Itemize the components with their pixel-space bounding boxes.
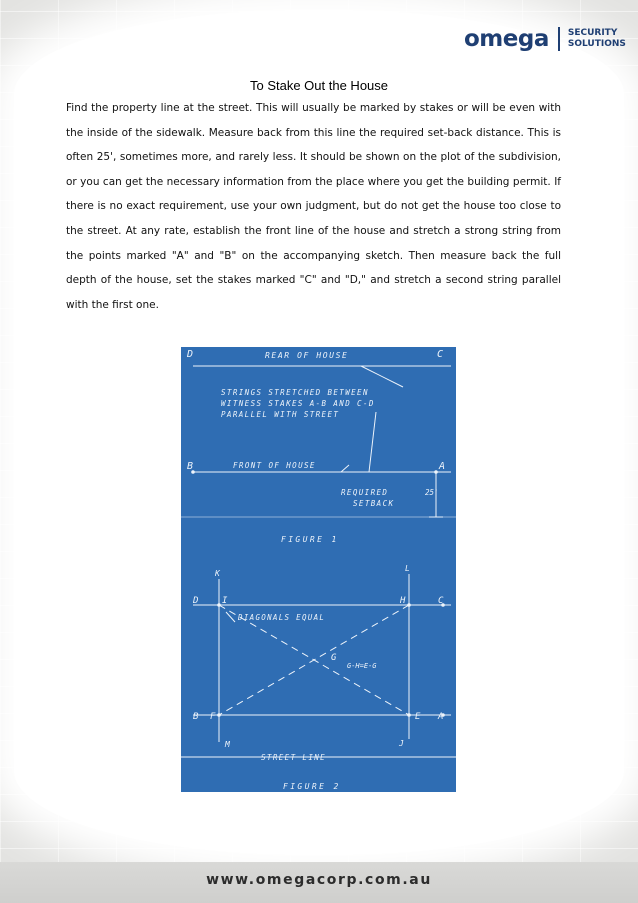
required-setback-line1: REQUIRED bbox=[341, 488, 389, 497]
stake-f-marker bbox=[217, 713, 221, 717]
strings-note-line1: STRINGS STRETCHED BETWEEN bbox=[221, 388, 369, 397]
fig2-label-e: E bbox=[415, 712, 421, 722]
stake-h-marker bbox=[407, 603, 411, 607]
stake-i-marker bbox=[217, 603, 221, 607]
front-leader bbox=[341, 465, 349, 472]
rear-of-house-label: REAR OF HOUSE bbox=[265, 351, 349, 360]
fig2-label-j: J bbox=[399, 739, 404, 748]
strings-note-line3: PARALLEL WITH STREET bbox=[221, 410, 340, 419]
street-line-label: STREET LINE bbox=[261, 753, 327, 762]
fig2-label-h: H bbox=[400, 596, 406, 606]
fig2-label-i: I bbox=[222, 596, 228, 606]
logo-tagline-line1: SECURITY bbox=[567, 28, 618, 38]
strings-note-line2: WITNESS STAKES A-B AND C-D bbox=[221, 399, 375, 408]
rear-leader bbox=[361, 366, 403, 387]
fig2-label-d: D bbox=[193, 596, 199, 606]
fig2-label-b: B bbox=[193, 712, 199, 722]
front-of-house-label: FRONT OF HOUSE bbox=[233, 461, 316, 470]
fig2-label-l: L bbox=[405, 564, 410, 573]
fig2-label-a: A bbox=[438, 712, 444, 722]
setback-dimension-value: 25' bbox=[425, 488, 439, 497]
fig1-label-c: C bbox=[437, 349, 444, 360]
stake-e-marker bbox=[407, 713, 411, 717]
logo-wordmark: omega bbox=[464, 25, 549, 52]
fig2-label-g: G bbox=[331, 653, 337, 663]
omega-logo bbox=[464, 27, 626, 51]
diagonal-equation: G-H=E-G bbox=[347, 662, 377, 670]
fig2-label-c: C bbox=[438, 596, 444, 606]
fig1-label-b: B bbox=[187, 461, 194, 472]
staking-diagram bbox=[181, 347, 456, 792]
fig2-label-m: M bbox=[225, 740, 230, 749]
fig2-label-k: K bbox=[215, 569, 220, 578]
fig1-label-d: D bbox=[187, 349, 194, 360]
logo-divider bbox=[558, 27, 560, 51]
fig2-label-f: F bbox=[210, 712, 216, 722]
footer-url: www.omegacorp.com.au bbox=[206, 872, 432, 888]
stake-a-marker bbox=[434, 470, 438, 474]
logo-tagline bbox=[568, 28, 626, 50]
strings-leader bbox=[369, 412, 376, 472]
blueprint-drawing bbox=[181, 347, 456, 792]
logo-tagline-line2: SOLUTIONS bbox=[567, 39, 626, 49]
required-setback-line2: SETBACK bbox=[353, 499, 395, 508]
fig1-label-a: A bbox=[439, 461, 446, 472]
figure-1-caption: FIGURE 1 bbox=[281, 535, 339, 544]
body-paragraph: Find the property line at the street. This will usually be marked by stakes or will be even with the inside of the sidewalk. Measure back from this line the required set-back distance. This is often 25', sometimes more, and rarely less. It should be shown on the plot of the subdivision, or you can get the necessary information from the place where you get the building permit. If there is no exact requirement, use your own judgment, but do not get the house too close to the street. At any rate, establish the front line of the house and stretch a strong string from the points marked "A" and "B" on the accompanying sketch. Then measure back the full depth of the house, set the stakes marked "C" and "D," and stretch a second string parallel with the first one. bbox=[66, 102, 561, 311]
page-title: To Stake Out the House bbox=[249, 78, 389, 93]
figure-2-caption: FIGURE 2 bbox=[283, 782, 341, 791]
diagonals-equal-label: DIAGONALS EQUAL bbox=[238, 613, 326, 622]
